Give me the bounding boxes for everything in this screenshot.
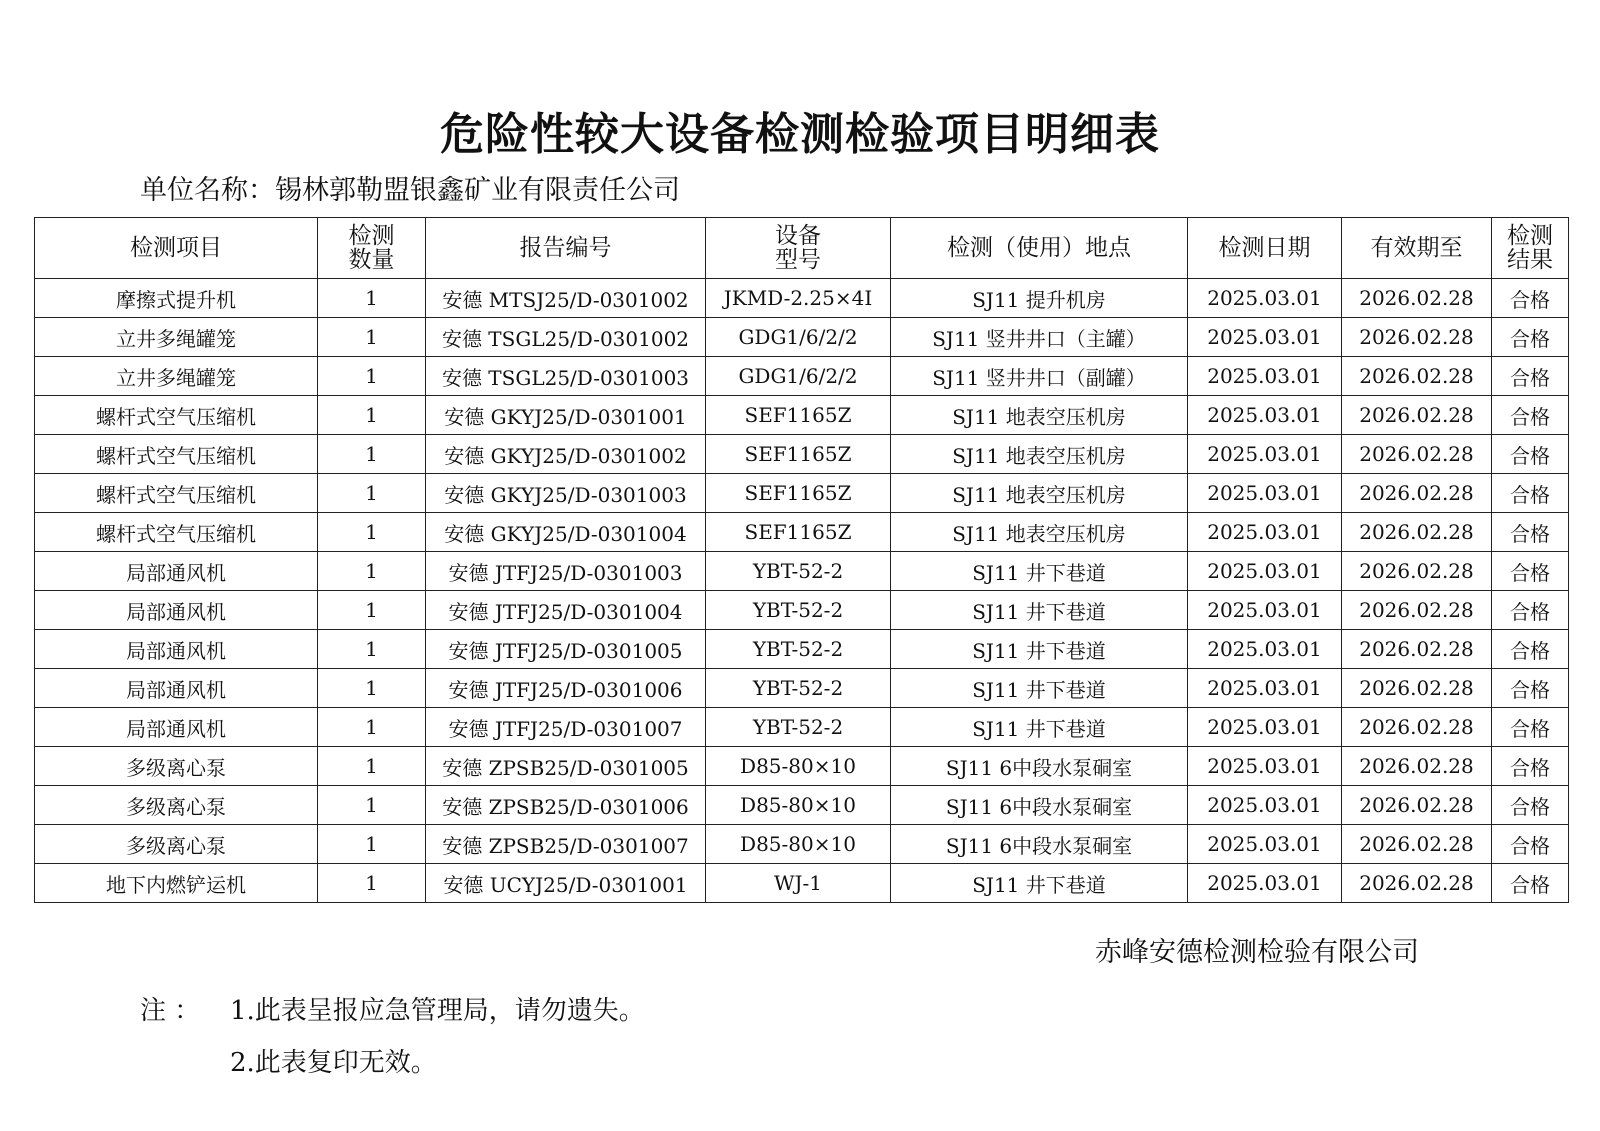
cell-result: 合格 xyxy=(1492,279,1569,318)
table-row xyxy=(35,435,1569,474)
unit-name: 单位名称：锡林郭勒盟银鑫矿业有限责任公司 xyxy=(140,175,680,206)
cell-date: 2025.03.01 xyxy=(1188,435,1342,474)
cell-location: SJ11 6中段水泵硐室 xyxy=(891,786,1188,825)
cell-item: 多级离心泵 xyxy=(35,747,318,786)
cell-item: 局部通风机 xyxy=(35,708,318,747)
header-qty xyxy=(318,218,426,279)
cell-qty: 1 xyxy=(318,591,426,630)
cell-valid: 2026.02.28 xyxy=(1342,357,1492,396)
cell-item: 多级离心泵 xyxy=(35,825,318,864)
cell-report: 安德 JTFJ25/D-0301006 xyxy=(426,669,706,708)
cell-valid: 2026.02.28 xyxy=(1342,708,1492,747)
cell-report: 安德 ZPSB25/D-0301006 xyxy=(426,786,706,825)
cell-date: 2025.03.01 xyxy=(1188,513,1342,552)
cell-result: 合格 xyxy=(1492,396,1569,435)
cell-valid: 2026.02.28 xyxy=(1342,630,1492,669)
cell-location: SJ11 6中段水泵硐室 xyxy=(891,747,1188,786)
cell-report: 安德 GKYJ25/D-0301001 xyxy=(426,396,706,435)
cell-item: 多级离心泵 xyxy=(35,786,318,825)
cell-location: SJ11 竖井井口（主罐） xyxy=(891,318,1188,357)
cell-date: 2025.03.01 xyxy=(1188,552,1342,591)
header-model xyxy=(706,218,891,279)
header-model-line2: 型号 xyxy=(775,247,821,273)
header-qty-line2: 数量 xyxy=(348,247,395,273)
table-row xyxy=(35,864,1569,903)
cell-qty: 1 xyxy=(318,318,426,357)
cell-location: SJ11 井下巷道 xyxy=(891,669,1188,708)
cell-item: 地下内燃铲运机 xyxy=(35,864,318,903)
cell-model: YBT-52-2 xyxy=(706,591,891,630)
header-result-line1: 检测 xyxy=(1507,223,1553,249)
cell-location: SJ11 井下巷道 xyxy=(891,591,1188,630)
cell-location: SJ11 地表空压机房 xyxy=(891,396,1188,435)
header-item: 检测项目 xyxy=(35,218,318,279)
cell-location: SJ11 6中段水泵硐室 xyxy=(891,825,1188,864)
cell-valid: 2026.02.28 xyxy=(1342,513,1492,552)
cell-model: YBT-52-2 xyxy=(706,669,891,708)
header-valid: 有效期至 xyxy=(1342,218,1492,279)
cell-item: 局部通风机 xyxy=(35,552,318,591)
cell-report: 安德 GKYJ25/D-0301004 xyxy=(426,513,706,552)
cell-date: 2025.03.01 xyxy=(1188,591,1342,630)
cell-model: JKMD-2.25×4Ⅰ xyxy=(706,279,891,318)
cell-item: 螺杆式空气压缩机 xyxy=(35,513,318,552)
cell-item: 立井多绳罐笼 xyxy=(35,357,318,396)
header-qty-line1: 检测 xyxy=(348,223,395,249)
table-row xyxy=(35,357,1569,396)
table-row xyxy=(35,708,1569,747)
cell-qty: 1 xyxy=(318,630,426,669)
header-location: 检测（使用）地点 xyxy=(891,218,1188,279)
cell-report: 安德 ZPSB25/D-0301005 xyxy=(426,747,706,786)
cell-valid: 2026.02.28 xyxy=(1342,435,1492,474)
cell-model: SEF1165Z xyxy=(706,396,891,435)
cell-model: YBT-52-2 xyxy=(706,552,891,591)
table-row xyxy=(35,825,1569,864)
cell-model: D85-80×10 xyxy=(706,747,891,786)
cell-valid: 2026.02.28 xyxy=(1342,279,1492,318)
cell-model: YBT-52-2 xyxy=(706,630,891,669)
cell-model: SEF1165Z xyxy=(706,513,891,552)
page-title: 危险性较大设备检测检验项目明细表 xyxy=(440,109,1160,160)
notes-label: 注 ： xyxy=(140,996,201,1026)
cell-result: 合格 xyxy=(1492,630,1569,669)
cell-report: 安德 JTFJ25/D-0301005 xyxy=(426,630,706,669)
cell-result: 合格 xyxy=(1492,864,1569,903)
table-row xyxy=(35,279,1569,318)
cell-result: 合格 xyxy=(1492,786,1569,825)
cell-result: 合格 xyxy=(1492,747,1569,786)
cell-valid: 2026.02.28 xyxy=(1342,396,1492,435)
cell-date: 2025.03.01 xyxy=(1188,669,1342,708)
cell-item: 螺杆式空气压缩机 xyxy=(35,396,318,435)
cell-date: 2025.03.01 xyxy=(1188,357,1342,396)
cell-qty: 1 xyxy=(318,435,426,474)
cell-model: D85-80×10 xyxy=(706,786,891,825)
cell-location: SJ11 地表空压机房 xyxy=(891,474,1188,513)
cell-date: 2025.03.01 xyxy=(1188,708,1342,747)
cell-qty: 1 xyxy=(318,825,426,864)
table-row xyxy=(35,747,1569,786)
cell-item: 局部通风机 xyxy=(35,591,318,630)
cell-result: 合格 xyxy=(1492,825,1569,864)
cell-model: D85-80×10 xyxy=(706,825,891,864)
cell-item: 螺杆式空气压缩机 xyxy=(35,474,318,513)
cell-location: SJ11 地表空压机房 xyxy=(891,435,1188,474)
cell-report: 安德 JTFJ25/D-0301004 xyxy=(426,591,706,630)
cell-result: 合格 xyxy=(1492,318,1569,357)
cell-item: 螺杆式空气压缩机 xyxy=(35,435,318,474)
cell-valid: 2026.02.28 xyxy=(1342,825,1492,864)
cell-report: 安德 TSGL25/D-0301002 xyxy=(426,318,706,357)
note-line-2: 2.此表复印无效。 xyxy=(230,1048,437,1078)
cell-result: 合格 xyxy=(1492,513,1569,552)
cell-result: 合格 xyxy=(1492,552,1569,591)
cell-qty: 1 xyxy=(318,669,426,708)
cell-model: SEF1165Z xyxy=(706,435,891,474)
cell-result: 合格 xyxy=(1492,357,1569,396)
cell-location: SJ11 地表空压机房 xyxy=(891,513,1188,552)
cell-location: SJ11 竖井井口（副罐） xyxy=(891,357,1188,396)
cell-valid: 2026.02.28 xyxy=(1342,552,1492,591)
cell-item: 立井多绳罐笼 xyxy=(35,318,318,357)
table-row xyxy=(35,786,1569,825)
cell-date: 2025.03.01 xyxy=(1188,747,1342,786)
cell-date: 2025.03.01 xyxy=(1188,279,1342,318)
cell-qty: 1 xyxy=(318,708,426,747)
cell-valid: 2026.02.28 xyxy=(1342,474,1492,513)
cell-location: SJ11 井下巷道 xyxy=(891,552,1188,591)
cell-item: 摩擦式提升机 xyxy=(35,279,318,318)
cell-report: 安德 TSGL25/D-0301003 xyxy=(426,357,706,396)
cell-report: 安德 JTFJ25/D-0301003 xyxy=(426,552,706,591)
cell-result: 合格 xyxy=(1492,669,1569,708)
cell-valid: 2026.02.28 xyxy=(1342,786,1492,825)
cell-location: SJ11 井下巷道 xyxy=(891,864,1188,903)
cell-report: 安德 UCYJ25/D-0301001 xyxy=(426,864,706,903)
cell-qty: 1 xyxy=(318,474,426,513)
cell-item: 局部通风机 xyxy=(35,669,318,708)
cell-qty: 1 xyxy=(318,747,426,786)
cell-report: 安德 ZPSB25/D-0301007 xyxy=(426,825,706,864)
cell-model: GDG1/6/2/2 xyxy=(706,357,891,396)
issuer-company: 赤峰安德检测检验有限公司 xyxy=(1095,937,1419,968)
cell-valid: 2026.02.28 xyxy=(1342,318,1492,357)
cell-result: 合格 xyxy=(1492,591,1569,630)
cell-model: WJ-1 xyxy=(706,864,891,903)
cell-model: SEF1165Z xyxy=(706,474,891,513)
header-result xyxy=(1492,218,1569,279)
cell-report: 安德 MTSJ25/D-0301002 xyxy=(426,279,706,318)
cell-result: 合格 xyxy=(1492,708,1569,747)
cell-qty: 1 xyxy=(318,864,426,903)
header-result-line2: 结果 xyxy=(1507,247,1553,273)
header-report: 报告编号 xyxy=(426,218,706,279)
table-row xyxy=(35,474,1569,513)
header-date: 检测日期 xyxy=(1188,218,1342,279)
table-row xyxy=(35,669,1569,708)
table-row xyxy=(35,552,1569,591)
cell-model: GDG1/6/2/2 xyxy=(706,318,891,357)
table-header-row xyxy=(35,218,1569,279)
cell-qty: 1 xyxy=(318,396,426,435)
cell-qty: 1 xyxy=(318,279,426,318)
cell-location: SJ11 井下巷道 xyxy=(891,708,1188,747)
table-body xyxy=(35,279,1569,903)
cell-date: 2025.03.01 xyxy=(1188,786,1342,825)
cell-qty: 1 xyxy=(318,786,426,825)
cell-qty: 1 xyxy=(318,552,426,591)
note-line-1: 1.此表呈报应急管理局，请勿遗失。 xyxy=(230,996,645,1026)
cell-valid: 2026.02.28 xyxy=(1342,591,1492,630)
cell-valid: 2026.02.28 xyxy=(1342,747,1492,786)
cell-valid: 2026.02.28 xyxy=(1342,864,1492,903)
cell-result: 合格 xyxy=(1492,474,1569,513)
cell-date: 2025.03.01 xyxy=(1188,864,1342,903)
cell-item: 局部通风机 xyxy=(35,630,318,669)
inspection-table xyxy=(34,217,1569,903)
table-row xyxy=(35,591,1569,630)
table-row xyxy=(35,630,1569,669)
cell-date: 2025.03.01 xyxy=(1188,474,1342,513)
cell-date: 2025.03.01 xyxy=(1188,396,1342,435)
cell-report: 安德 JTFJ25/D-0301007 xyxy=(426,708,706,747)
cell-qty: 1 xyxy=(318,513,426,552)
cell-location: SJ11 井下巷道 xyxy=(891,630,1188,669)
cell-date: 2025.03.01 xyxy=(1188,825,1342,864)
cell-date: 2025.03.01 xyxy=(1188,630,1342,669)
table-row xyxy=(35,513,1569,552)
cell-result: 合格 xyxy=(1492,435,1569,474)
cell-report: 安德 GKYJ25/D-0301002 xyxy=(426,435,706,474)
cell-qty: 1 xyxy=(318,357,426,396)
cell-model: YBT-52-2 xyxy=(706,708,891,747)
table-row xyxy=(35,396,1569,435)
cell-report: 安德 GKYJ25/D-0301003 xyxy=(426,474,706,513)
cell-valid: 2026.02.28 xyxy=(1342,669,1492,708)
table-row xyxy=(35,318,1569,357)
cell-date: 2025.03.01 xyxy=(1188,318,1342,357)
header-model-line1: 设备 xyxy=(775,223,821,249)
cell-location: SJ11 提升机房 xyxy=(891,279,1188,318)
